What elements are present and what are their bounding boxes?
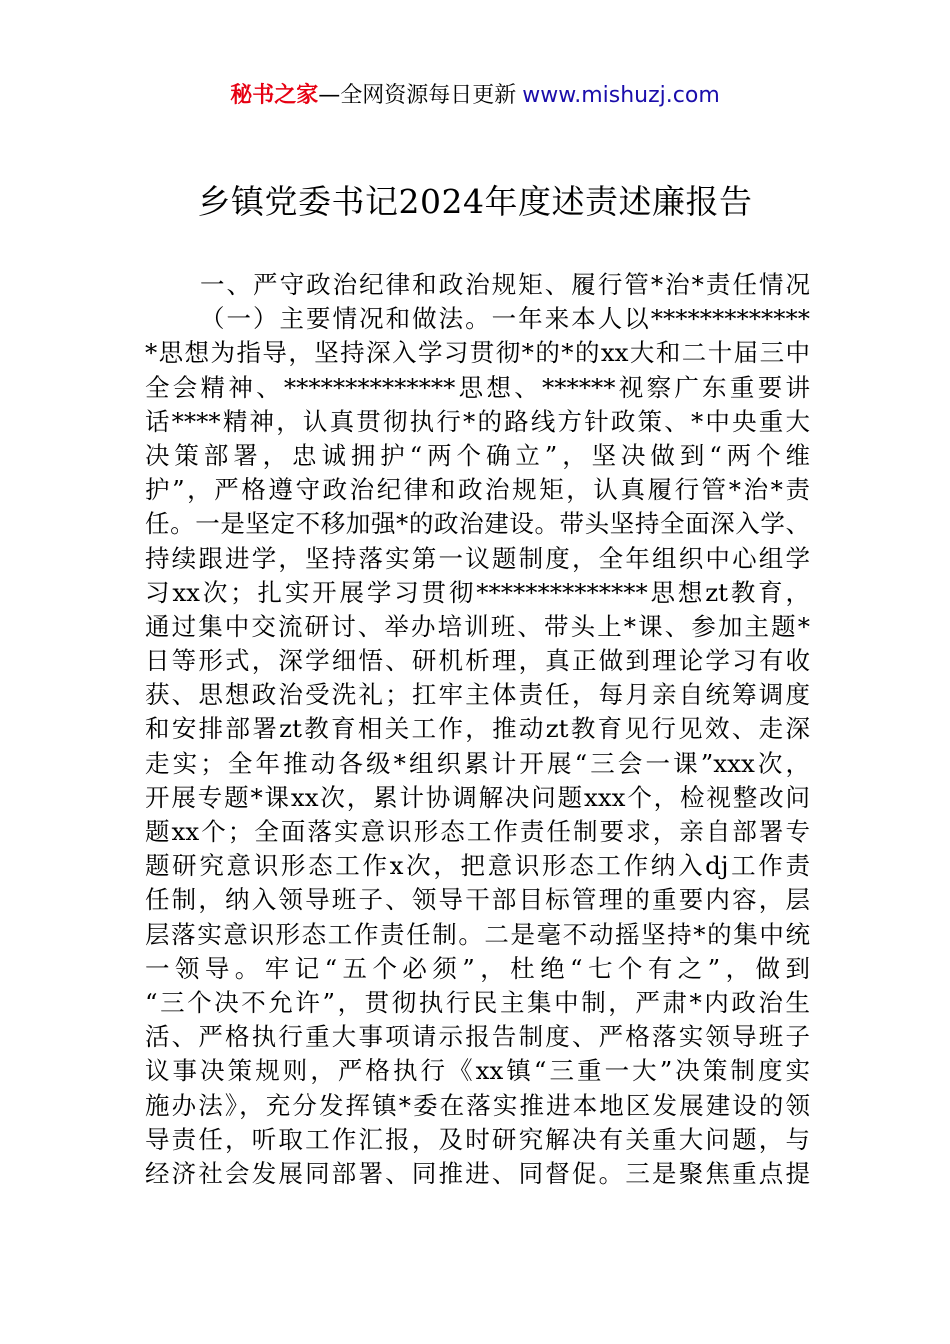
paragraph-line: 施办法》，充分发挥镇*委在落实推进本地区发展建设的领 [145, 1090, 810, 1120]
paragraph-line: 任。一是坚定不移加强*的政治建设。带头坚持全面深入学、 [145, 509, 810, 539]
paragraph-line: 经济社会发展同部署、同推进、同督促。三是聚焦重点提 [145, 1158, 810, 1188]
paragraph-line: 护”，严格遵守政治纪律和政治规矩，认真履行管*治*责 [145, 475, 810, 505]
paragraph-line: 活、严格执行重大事项请示报告制度、严格落实领导班子 [145, 1022, 810, 1052]
paragraph-line: *思想为指导，坚持深入学习贯彻*的*的xx大和二十届三中 [145, 338, 810, 368]
paragraph-line: 开展专题*课xx次，累计协调解决问题xxx个，检视整改问 [145, 782, 810, 812]
document-body [145, 268, 810, 1191]
paragraph-line: 持续跟进学，坚持落实第一议题制度，全年组织中心组学 [145, 543, 810, 573]
paragraph-line: 通过集中交流研讨、举办培训班、带头上*课、参加主题* [145, 611, 810, 641]
paragraph-line: 习xx次；扎实开展学习贯彻**************思想zt教育， [145, 577, 810, 607]
paragraph-line: 日等形式，深学细悟、研机析理，真正做到理论学习有收 [145, 646, 810, 676]
paragraph-line: 题研究意识形态工作x次，把意识形态工作纳入dj工作责 [145, 851, 810, 881]
document-title: 乡镇党委书记2024年度述责述廉报告 [197, 182, 753, 221]
section-heading: 一、严守政治纪律和政治规矩、履行管*治*责任情况 [200, 270, 810, 299]
paragraph-line: 题xx个；全面落实意识形态工作责任制要求，亲自部署专 [145, 817, 810, 846]
paragraph-line: “三个决不允许”，贯彻执行民主集中制，严肃*内政治生 [145, 987, 810, 1017]
site-name: 秘书之家 [230, 83, 319, 108]
paragraph-line: 走实；全年推动各级*组织累计开展“三会一课”xxx次， [145, 748, 810, 778]
paragraph-line: 决策部署，忠诚拥护“两个确立”，坚决做到“两个维 [145, 440, 810, 470]
paragraph-line: 议事决策规则，严格执行《xx镇“三重一大”决策制度实 [145, 1056, 810, 1086]
paragraph-line: 一领导。牢记“五个必须”，杜绝“七个有之”，做到 [145, 953, 810, 983]
paragraph-line: 和安排部署zt教育相关工作，推动zt教育见行见效、走深 [145, 714, 810, 744]
paragraph-line: 层落实意识形态工作责任制。二是毫不动摇坚持*的集中统 [145, 919, 810, 949]
paragraph-line: 获、思想政治受洗礼；扛牢主体责任，每月亲自统筹调度 [145, 680, 810, 710]
paragraph-line: 话****精神，认真贯彻执行*的路线方针政策、*中央重大 [145, 406, 810, 436]
paragraph-line: 全会精神、**************思想、******视察广东重要讲 [145, 372, 810, 402]
paragraph-line: 任制，纳入领导班子、领导干部目标管理的重要内容，层 [145, 885, 810, 915]
paragraph-line: 导责任，听取工作汇报，及时研究解决有关重大问题，与 [145, 1124, 810, 1154]
paragraph-line: （一）主要情况和做法。一年来本人以************* [200, 304, 810, 334]
site-tagline: —全网资源每日更新 [318, 83, 517, 108]
site-header [0, 79, 950, 113]
site-url-link[interactable]: www.mishuzj.com [522, 83, 720, 108]
